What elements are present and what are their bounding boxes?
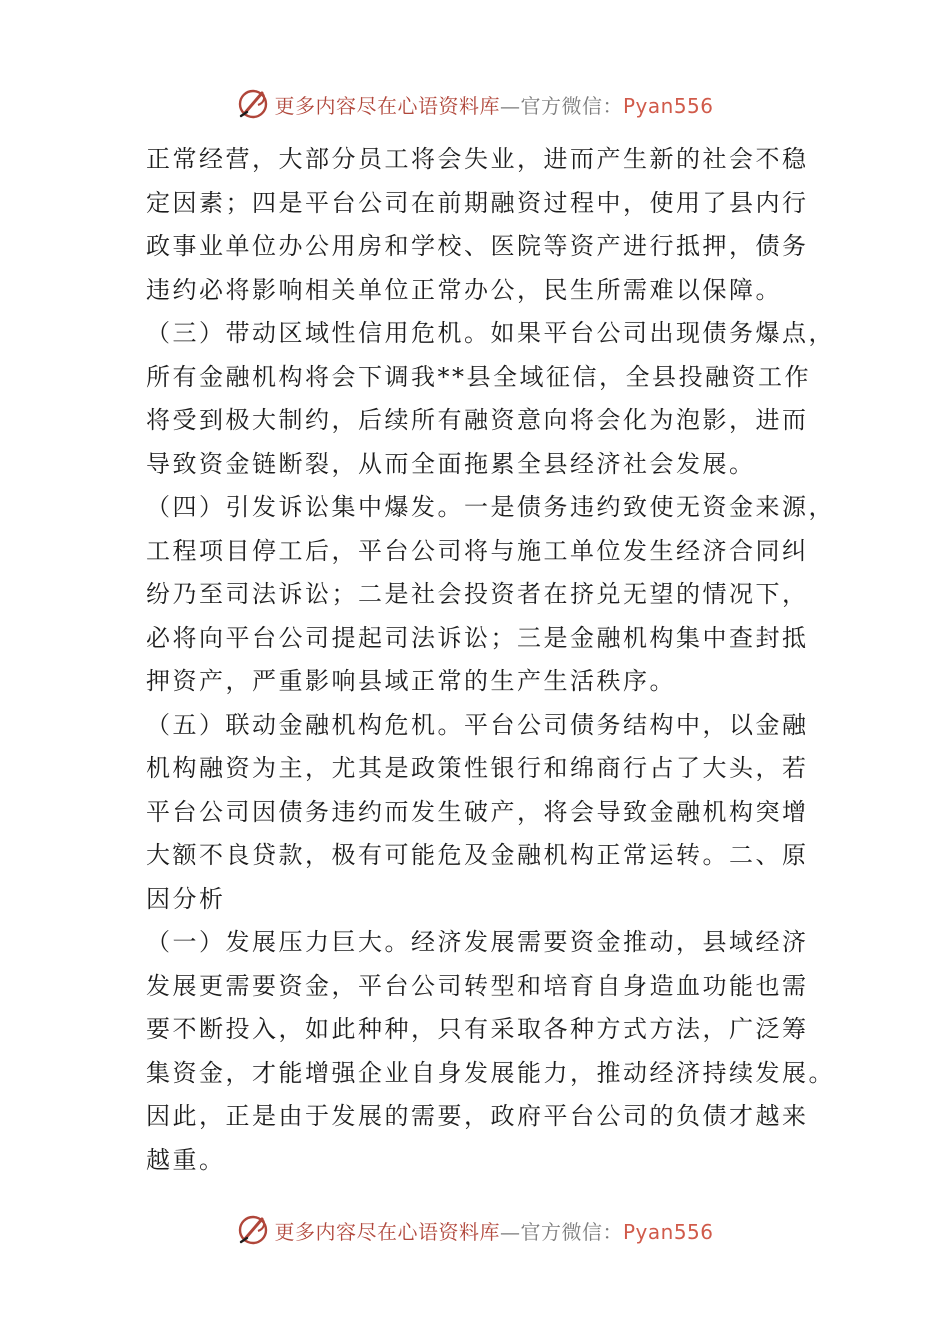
text-line: （三）带动区域性信用危机。如果平台公司出现债务爆点， xyxy=(146,319,835,347)
text-line: 要不断投入，如此种种，只有采取各种方式方法，广泛筹 xyxy=(146,1015,809,1043)
text-line: （五）联动金融机构危机。平台公司债务结构中，以金融 xyxy=(146,710,809,739)
text-line: 必将向平台公司提起司法诉讼；三是金融机构集中查封抵 xyxy=(146,623,809,652)
footer-banner xyxy=(0,1212,950,1248)
text-line: 工程项目停工后，平台公司将与施工单位发生经济合同纠 xyxy=(146,536,809,565)
text-line: 政事业单位办公用房和学校、医院等资产进行抵押，债务 xyxy=(146,232,809,260)
text-line: 越重。 xyxy=(146,1145,226,1174)
header-dash: — xyxy=(499,93,521,118)
text-line: 发展更需要资金，平台公司转型和培育自身造血功能也需 xyxy=(146,971,809,1000)
text-line: （一）发展压力巨大。经济发展需要资金推动，县域经济 xyxy=(146,928,809,956)
footer-wechat-id: Pyan556 xyxy=(622,1219,714,1244)
text-line: 导致资金链断裂，从而全面拖累全县经济社会发展。 xyxy=(146,449,756,478)
header-text xyxy=(274,90,713,119)
footer-text xyxy=(274,1216,713,1245)
document-body xyxy=(146,138,835,1182)
footer-title: 更多内容尽在心语资料库 xyxy=(274,1219,500,1244)
footer-dash: — xyxy=(499,1219,521,1244)
footer-wechat-label: 官方微信： xyxy=(520,1219,623,1244)
header-wechat-label: 官方微信： xyxy=(520,93,623,118)
text-line: 正常经营，大部分员工将会失业，进而产生新的社会不稳 xyxy=(146,145,809,173)
header-title: 更多内容尽在心语资料库 xyxy=(274,93,500,118)
text-line: 所有金融机构将会下调我**县全域征信，全县投融资工作 xyxy=(146,362,811,391)
text-line: 纷乃至司法诉讼；二是社会投资者在挤兑无望的情况下， xyxy=(146,580,809,608)
header-wechat-id: Pyan556 xyxy=(622,93,714,118)
header-banner xyxy=(0,86,950,122)
quill-logo-icon xyxy=(236,87,270,121)
text-line: 大额不良贷款，极有可能危及金融机构正常运转。二、原 xyxy=(146,841,809,869)
text-line: 因分析 xyxy=(146,884,226,913)
text-line: 定因素；四是平台公司在前期融资过程中，使用了县内行 xyxy=(146,188,809,217)
text-line: 平台公司因债务违约而发生破产，将会导致金融机构突增 xyxy=(146,797,809,826)
text-line: 将受到极大制约，后续所有融资意向将会化为泡影，进而 xyxy=(146,406,809,434)
text-line: （四）引发诉讼集中爆发。一是债务违约致使无资金来源， xyxy=(146,493,835,521)
text-line: 押资产，严重影响县域正常的生产生活秩序。 xyxy=(146,667,676,695)
text-line: 违约必将影响相关单位正常办公，民生所需难以保障。 xyxy=(146,275,782,304)
text-line: 因此，正是由于发展的需要，政府平台公司的负债才越来 xyxy=(146,1102,809,1130)
text-line: 集资金，才能增强企业自身发展能力，推动经济持续发展。 xyxy=(146,1058,835,1087)
quill-logo-icon xyxy=(236,1213,270,1247)
text-line: 机构融资为主，尤其是政策性银行和绵商行占了大头，若 xyxy=(146,754,809,782)
